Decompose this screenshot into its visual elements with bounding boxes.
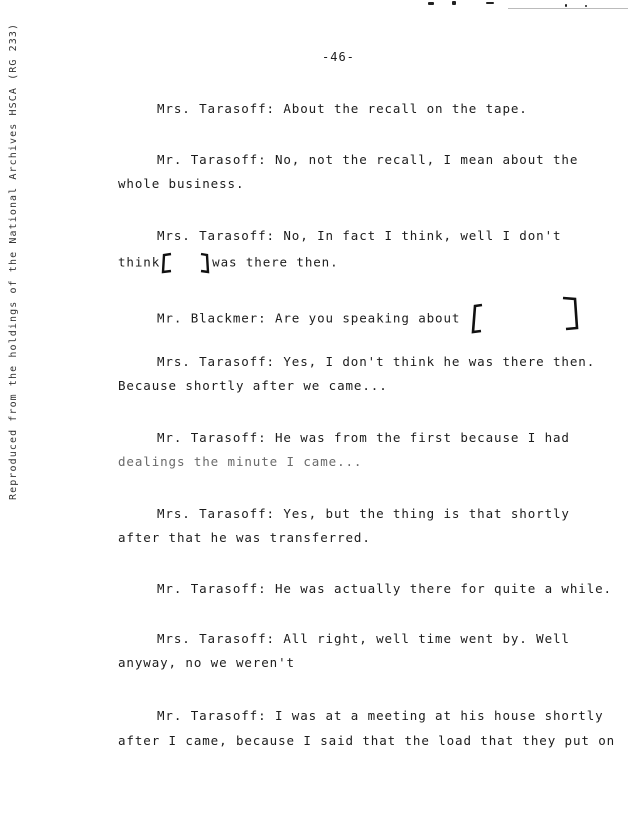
text-line: Mrs. Tarasoff: No, In fact I think, well I don't — [157, 228, 562, 243]
text-line: Mr. Tarasoff: He was from the first because I had — [157, 430, 570, 445]
scan-speck — [452, 1, 456, 5]
redacted-line — [157, 302, 485, 336]
scan-speck — [565, 4, 567, 7]
text-line: Mr. Tarasoff: No, not the recall, I mean about the — [157, 152, 579, 167]
archive-stamp: Reproduced from the holdings of the National Archives HSCA (RG 233) — [8, 22, 19, 500]
text-line: Mr. Tarasoff: I was at a meeting at his house shortly — [157, 708, 604, 723]
text-line: Mrs. Tarasoff: Yes, but the thing is that shortly — [157, 506, 570, 521]
text-line: Mrs. Tarasoff: Yes, I don't think he was there then. — [157, 354, 596, 369]
text-line: dealings the minute I came... — [118, 454, 363, 469]
text-line: Mrs. Tarasoff: All right, well time went by. Well — [157, 631, 570, 646]
scan-speck — [428, 2, 434, 5]
scan-speck — [585, 5, 587, 7]
text-line: after I came, because I said that the load that they put on — [118, 733, 616, 748]
text-line: Mr. Tarasoff: He was actually there for quite a while. — [157, 581, 612, 596]
text-line: Mrs. Tarasoff: About the recall on the tape. — [157, 101, 528, 116]
text-fragment: think — [118, 254, 161, 270]
redaction-bracket-right — [198, 252, 212, 274]
redaction-bracket-right — [560, 294, 582, 334]
top-edge-mark — [508, 8, 628, 9]
scan-speck — [486, 2, 494, 4]
text-line: whole business. — [118, 176, 245, 191]
text-fragment: was there then. — [212, 254, 339, 270]
text-fragment: Mr. Blackmer: Are you speaking about — [157, 310, 461, 326]
page-number: -46- — [322, 50, 355, 64]
redaction-bracket-left — [469, 302, 485, 336]
text-line: anyway, no we weren't — [118, 655, 295, 670]
redacted-line — [118, 252, 339, 274]
redaction-bracket-left — [160, 252, 174, 274]
text-line: Because shortly after we came... — [118, 378, 388, 393]
text-line: after that he was transferred. — [118, 530, 371, 545]
